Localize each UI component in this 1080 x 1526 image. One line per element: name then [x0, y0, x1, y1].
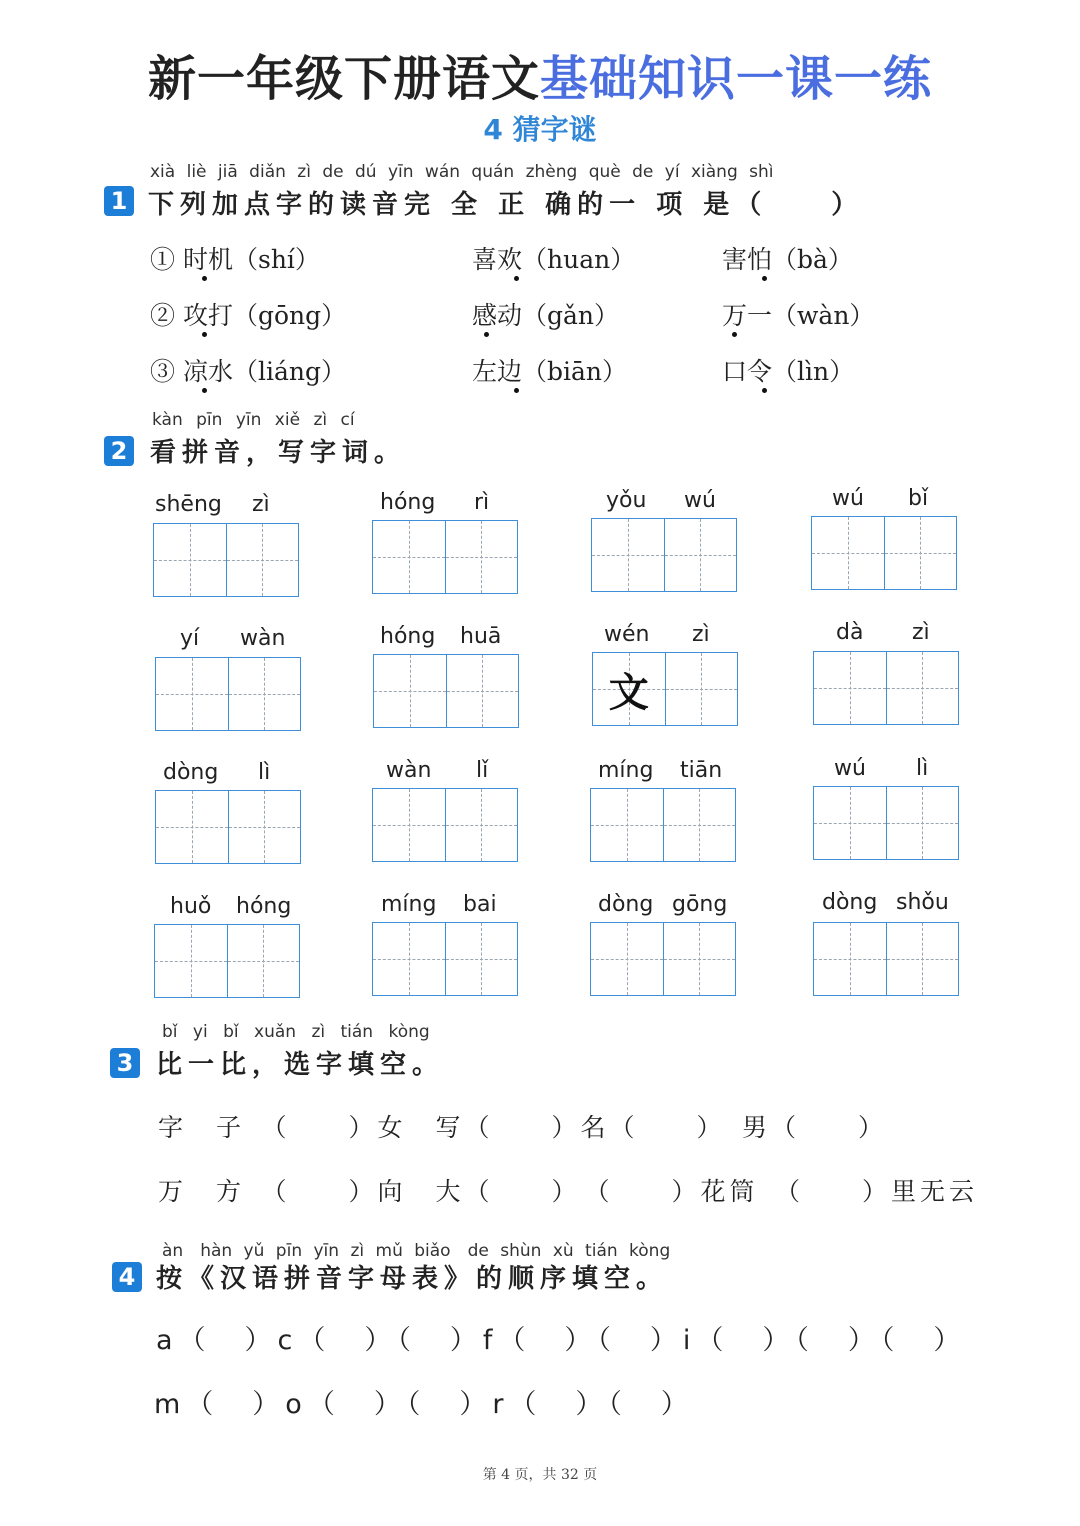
pinyin-label: yí — [180, 626, 200, 651]
option-pinyin: （shí） — [232, 245, 320, 274]
pinyin-label: dòng — [163, 760, 219, 785]
pinyin-label: zì — [252, 492, 270, 517]
emphasis-dot — [762, 276, 767, 281]
writing-cell[interactable] — [229, 791, 301, 863]
writing-grid[interactable] — [590, 922, 736, 996]
pinyin-label: wú — [684, 488, 716, 513]
emphasis-dot — [202, 276, 207, 281]
writing-grid[interactable] — [372, 922, 518, 996]
pinyin-label: wàn — [240, 626, 286, 651]
q3-row-1[interactable]: 字 子 （ ）女 写（ ）名（ ） 男（ ） — [158, 1113, 888, 1142]
option-word: 攻打 — [182, 301, 233, 330]
emphasis-dot — [732, 332, 737, 337]
option-label: ② — [150, 301, 176, 330]
writing-grid[interactable] — [813, 922, 959, 996]
writing-cell[interactable] — [446, 923, 518, 995]
writing-cell[interactable] — [885, 517, 957, 589]
q2-heading: 看拼音，写字词。 — [150, 438, 407, 468]
option-label: ③ — [150, 357, 176, 386]
q1-option-3 — [150, 352, 346, 388]
emphasis-dot — [514, 276, 519, 281]
option-pinyin: （liáng） — [232, 357, 346, 386]
q1-word: 喜欢（huan） — [472, 245, 636, 274]
pinyin-label: shǒu — [896, 890, 949, 915]
pinyin-label: zì — [692, 622, 710, 647]
writing-cell[interactable] — [373, 789, 446, 861]
writing-grid[interactable] — [154, 924, 300, 998]
writing-cell[interactable] — [373, 521, 446, 593]
writing-cell[interactable] — [592, 519, 665, 591]
q4-heading: 按《汉语拼音字母表》的顺序填空。 — [156, 1264, 669, 1294]
q3-heading: 比一比，选字填空。 — [156, 1050, 445, 1080]
pinyin-label: gōng — [672, 892, 728, 917]
writing-cell[interactable] — [665, 519, 737, 591]
writing-cell[interactable] — [447, 655, 519, 727]
writing-grid[interactable] — [592, 652, 738, 726]
writing-grid[interactable] — [591, 518, 737, 592]
pinyin-label: lì — [258, 760, 271, 785]
page-title — [0, 48, 1080, 110]
pinyin-label: míng — [381, 892, 437, 917]
writing-grid[interactable] — [155, 657, 301, 731]
writing-grid[interactable] — [811, 516, 957, 590]
writing-cell[interactable] — [666, 653, 738, 725]
writing-cell[interactable] — [374, 655, 447, 727]
pinyin-label: shēng — [155, 492, 222, 517]
pinyin-label: míng — [598, 758, 654, 783]
pinyin-label: dà — [836, 620, 864, 645]
q4-number-badge: 4 — [112, 1262, 142, 1292]
q1-pinyin: xià liè jiā diǎn zì de dú yīn wán quán zhèng què de yí xiàng shì — [150, 162, 774, 182]
q3-pinyin: bǐ yi bǐ xuǎn zì tián kòng — [162, 1022, 430, 1042]
option-word: 凉水 — [182, 357, 233, 386]
pinyin-label: lì — [916, 756, 929, 781]
writing-cell[interactable] — [156, 791, 229, 863]
writing-cell[interactable] — [887, 652, 959, 724]
pinyin-label: tiān — [680, 758, 723, 783]
writing-cell[interactable] — [812, 517, 885, 589]
q4-pinyin: àn hàn yǔ pīn yīn zì mǔ biǎo de shùn xù tián kòng — [162, 1241, 671, 1261]
pinyin-label: wú — [834, 756, 866, 781]
pinyin-label: hóng — [380, 490, 436, 515]
pinyin-label: yǒu — [606, 488, 647, 513]
title-part1: 新一年级下册语文 — [147, 51, 540, 107]
writing-grid[interactable] — [372, 520, 518, 594]
pinyin-label: bai — [463, 892, 497, 917]
pinyin-label: zì — [912, 620, 930, 645]
writing-cell[interactable] — [446, 521, 518, 593]
emphasis-dot — [202, 332, 207, 337]
writing-cell-filled[interactable] — [593, 653, 666, 725]
writing-cell[interactable] — [664, 923, 736, 995]
pinyin-label: rì — [474, 490, 490, 515]
writing-grid[interactable] — [153, 523, 299, 597]
writing-cell[interactable] — [814, 923, 887, 995]
writing-cell[interactable] — [156, 658, 229, 730]
pinyin-label: hóng — [380, 624, 436, 649]
emphasis-dot — [514, 388, 519, 393]
q1-option-2 — [150, 296, 346, 332]
pinyin-label: wén — [604, 622, 650, 647]
writing-cell[interactable] — [814, 787, 887, 859]
writing-cell[interactable] — [591, 923, 664, 995]
writing-cell[interactable] — [814, 652, 887, 724]
option-word: 时机 — [182, 245, 233, 274]
pinyin-label: huā — [460, 624, 502, 649]
emphasis-dot — [762, 388, 767, 393]
q2-pinyin: kàn pīn yīn xiě zì cí — [152, 410, 355, 430]
q1-option-1 — [150, 240, 320, 276]
pinyin-label: wàn — [386, 758, 432, 783]
writing-cell[interactable] — [664, 789, 736, 861]
emphasis-dot — [202, 388, 207, 393]
q4-row-2[interactable]: m（ ）o（ ）（ ）r（ ）（ ） — [154, 1389, 694, 1420]
emphasis-dot — [484, 332, 489, 337]
q1-heading: 下列加点字的读音完 全 正 确的一 项 是（ ） — [148, 190, 864, 220]
q4-row-1[interactable]: a（ ）c（ ）（ ）f（ ）（ ）i（ ）（ ）（ ） — [156, 1325, 967, 1356]
writing-grid[interactable] — [590, 788, 736, 862]
writing-grid[interactable] — [813, 786, 959, 860]
q1-word: 害怕（bà） — [722, 245, 853, 274]
q1-word: 万一（wàn） — [722, 301, 875, 330]
writing-grid[interactable] — [155, 790, 301, 864]
writing-cell[interactable] — [227, 524, 299, 596]
q3-number-badge: 3 — [110, 1048, 140, 1078]
pinyin-label: bǐ — [908, 486, 929, 511]
writing-cell[interactable] — [229, 658, 301, 730]
writing-grid[interactable] — [813, 651, 959, 725]
pinyin-label: hóng — [236, 894, 292, 919]
pinyin-label: dòng — [822, 890, 878, 915]
option-pinyin: （gōng） — [232, 301, 347, 330]
lesson-subtitle: 4 猜字谜 — [483, 113, 597, 146]
writing-grid[interactable] — [373, 654, 519, 728]
writing-cell[interactable] — [591, 789, 664, 861]
writing-cell[interactable] — [155, 925, 228, 997]
writing-cell[interactable] — [373, 923, 446, 995]
example-character: 文 — [608, 668, 649, 716]
writing-cell[interactable] — [887, 923, 959, 995]
pinyin-label: huǒ — [170, 894, 212, 919]
q1-word: 左边（biān） — [472, 357, 628, 386]
writing-grid[interactable] — [372, 788, 518, 862]
page-footer: 第 4 页，共 32 页 — [482, 1467, 598, 1483]
pinyin-label: dòng — [598, 892, 654, 917]
title-part2: 基础知识一课一练 — [540, 51, 933, 107]
q1-word: 口令（lìn） — [722, 357, 855, 386]
q1-number-badge: 1 — [104, 186, 134, 216]
pinyin-label: wú — [832, 486, 864, 511]
option-label: ① — [150, 245, 176, 274]
writing-cell[interactable] — [446, 789, 518, 861]
writing-cell[interactable] — [228, 925, 300, 997]
q2-number-badge: 2 — [104, 436, 134, 466]
writing-cell[interactable] — [154, 524, 227, 596]
q1-word: 感动（gǎn） — [472, 301, 620, 330]
pinyin-label: lǐ — [476, 758, 489, 783]
writing-cell[interactable] — [887, 787, 959, 859]
q3-row-2[interactable]: 万 方 （ ）向 大（ ） （ ）花筒 （ ）里无云 — [158, 1177, 979, 1206]
